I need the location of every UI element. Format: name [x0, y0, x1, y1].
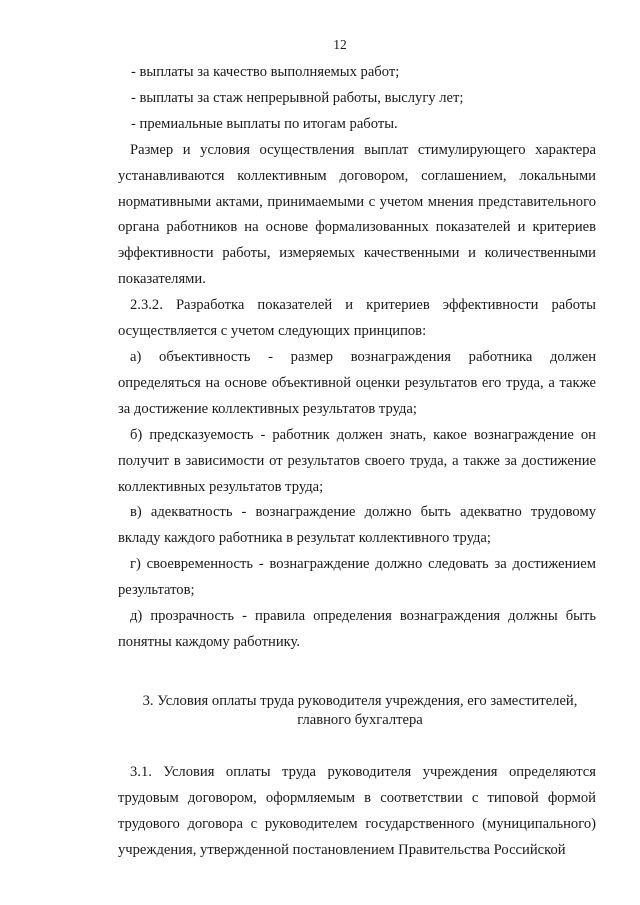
list-item-bonus-payments: - премиальные выплаты по итогам работы. [131, 115, 398, 132]
page-number: 12 [333, 37, 347, 52]
section-3-heading-line-1: 3. Условия оплаты труда руководителя учреждения, его заместителей, [142, 692, 578, 709]
paragraph-incentive-conditions: Размер и условия осуществления выплат стимулирующего характера устанавливаются коллективным договором, соглашением, локальными нормативными актами, принимаемыми с учетом мнения представительного органа работников на основе формализованных показателей и критериев эффективности работы, измеряемых качественными и количественными показателями. [118, 141, 596, 288]
paragraph-principle-predictability: б) предсказуемость - работник должен знать, какое вознаграждение он получит в зависимости от результатов своего труда, а также за достижение коллективных результатов труда; [118, 426, 596, 495]
section-3-heading-line-2: главного бухгалтера [297, 711, 423, 728]
paragraph-principle-transparency: д) прозрачность - правила определения вознаграждения должны быть понятны каждому работнику. [118, 608, 596, 650]
list-item-seniority-payments: - выплаты за стаж непрерывной работы, выслугу лет; [131, 89, 464, 106]
paragraph-clause-2-3-2: 2.3.2. Разработка показателей и критериев эффективности работы осуществляется с учетом следующих принципов: [118, 297, 596, 340]
paragraph-principle-adequacy: в) адекватность - вознаграждение должно быть адекватно трудовому вкладу каждого работника в результат коллективного труда; [118, 504, 596, 547]
paragraph-principle-timeliness: г) своевременность - вознаграждение должно следовать за достижением результатов; [118, 556, 596, 599]
paragraph-principle-objectivity: а) объективность - размер вознаграждения работника должен определяться на основе объективной оценки результатов его труда, а также за достижение коллективных результатов труда; [118, 348, 596, 417]
list-item-quality-payments: - выплаты за качество выполняемых работ; [131, 64, 400, 80]
paragraph-clause-3-1: 3.1. Условия оплаты труда руководителя учреждения определяются трудовым договором, оформляемым в соответствии с типовой формой трудового договора с руководителем государственного (муниципального) учреждения, утвержденной постановлением Правительства Российской [118, 763, 596, 858]
document-body [118, 60, 596, 863]
section-3-heading [118, 692, 596, 730]
